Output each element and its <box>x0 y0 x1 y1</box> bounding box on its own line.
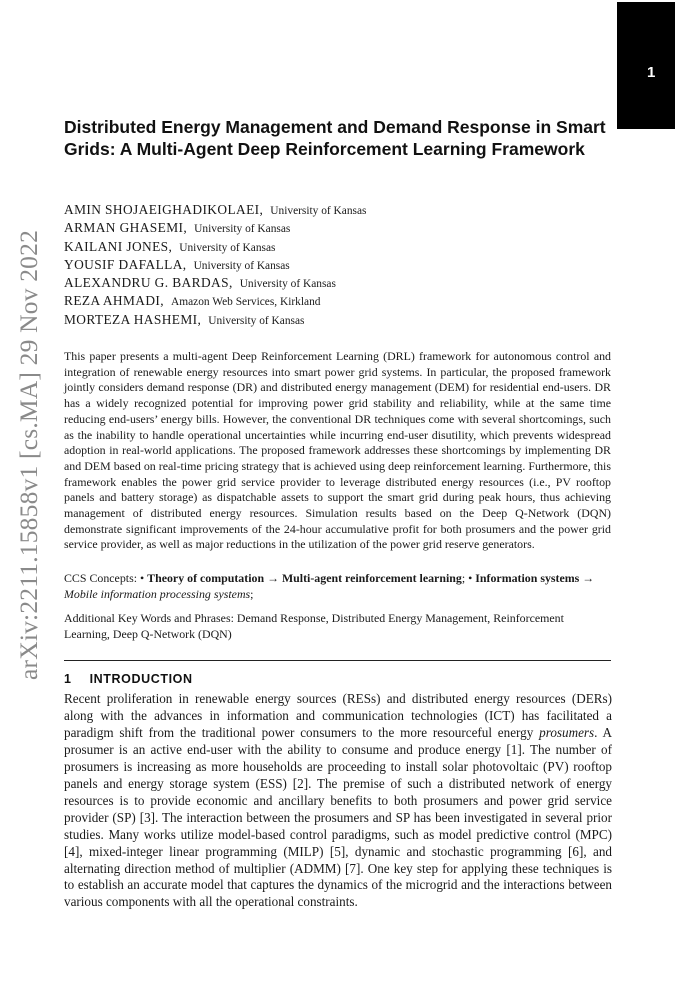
author-entry <box>64 201 366 219</box>
author-name: KAILANI JONES, <box>64 238 173 254</box>
ccs-separator: ; <box>461 571 466 585</box>
author-affiliation: University of Kansas <box>270 205 367 217</box>
keywords <box>64 611 611 642</box>
ccs-concept-main: Information systems <box>475 571 580 585</box>
ccs-arrow: → <box>267 571 279 585</box>
abstract-paragraph: This paper presents a multi-agent Deep Reinforcement Learning (DRL) framework for autonomous control and integration of renewable energy resources into smart power grid systems. In particular, the proposed framework jointly considers demand response (DR) and distributed energy management (DEM) for residential end-users. DR has a widely recognized potential for improving power grid stability and reliability, while at the same time reducing end-users’ energy bills. However, the conventional DR techniques come with several shortcomings, such as the inability to handle operational uncertainties while incurring end-user disutility, which prevents widespread adoption in real-world applications. The proposed framework addresses these shortcomings by implementing DR and DEM based on real-time pricing strategy that is achieved using deep reinforcement learning. Furthermore, this framework enables the power grid service provider to leverage distributed energy resources (i.e., PV rooftop panels and battery storage) as dispatchable assets to support the smart grid during peak hours, thus achieving management of distributed energy resources. Simulation results based on the Deep Q-Network (DQN) demonstrate significant improvements of the 24-hour accumulative profit for both prosumers and the power grid service provider, as well as major reductions in the utilization of the power grid reserve generators. <box>64 349 611 552</box>
section-title: INTRODUCTION <box>89 672 193 686</box>
ccs-arrow: → <box>582 571 595 585</box>
author-entry <box>64 274 366 292</box>
ccs-concepts <box>64 571 611 602</box>
ccs-concept-main: Theory of computation <box>147 571 265 585</box>
author-entry <box>64 219 366 237</box>
ccs-concept-sub: Mobile information processing systems <box>64 586 251 601</box>
intro-text: Recent proliferation in renewable energy sources (RESs) and distributed energy resources (DERs) along with the advances in information and communication technologies (ICT) has facilitated a paradigm shift from the traditional power consumers to the more resourceful energy <box>64 691 612 740</box>
ccs-bullet: • <box>468 571 473 585</box>
paper-title: Distributed Energy Management and Demand Response in Smart Grids: A Multi-Agent Deep Reinforcement Learning Framework <box>64 117 606 159</box>
intro-emphasis: prosumers <box>539 724 595 740</box>
author-affiliation: University of Kansas <box>239 278 336 291</box>
section-number: 1 <box>64 672 72 686</box>
page-number-tab <box>617 2 675 129</box>
author-entry <box>64 311 366 329</box>
author-affiliation: Amazon Web Services, Kirkland <box>171 296 321 309</box>
author-affiliation: University of Kansas <box>194 223 291 236</box>
section-divider <box>64 660 611 661</box>
author-affiliation: University of Kansas <box>193 259 290 272</box>
author-entry <box>64 292 366 310</box>
author-name: ARMAN GHASEMI, <box>64 220 188 236</box>
section-heading <box>64 672 193 686</box>
author-entry <box>64 256 366 274</box>
ccs-concept-sub: Multi-agent reinforcement learning <box>281 571 462 585</box>
keywords-label: Additional Key Words and Phrases: <box>64 611 234 625</box>
keywords-text: Demand Response, Distributed Energy Management, Reinforcement Learning, Deep Q-Network (DQN) <box>64 611 564 641</box>
intro-text: . A prosumer is an active end-user with the ability to consume and produce energy [1]. The number of prosumers is increasing as more households are proceeding to install solar photovoltaic (PV) rooftop panels and energy storage system (ESS) [2]. The premise of such a distributed network of energy resources is to provide economic and ancillary benefits to both prosumers and power grid service provider (SP) [3]. The interaction between the prosumers and SP has been investigated in several prior studies. Many works utilize model-based control paradigms, such as model predictive control (MPC) [4], mixed-integer linear programming (MILP) [5], dynamic and stochastic programming [6], and alternating direction method of multiplier (ADMM) [7]. One key step for applying these techniques is to establish an accurate model that captures the dynamics of the microgrid and the interactions between various components with all the operational constraints. <box>64 724 612 910</box>
author-name: YOUSIF DAFALLA, <box>64 256 187 272</box>
author-name: ALEXANDRU G. BARDAS, <box>64 275 233 291</box>
ccs-bullet: • <box>140 571 145 585</box>
author-affiliation: University of Kansas <box>208 314 305 327</box>
author-affiliation: University of Kansas <box>179 241 276 254</box>
author-name: MORTEZA HASHEMI, <box>64 311 202 327</box>
author-list <box>64 201 366 329</box>
author-name: REZA AHMADI, <box>64 293 165 309</box>
introduction-paragraph <box>64 691 612 911</box>
author-entry <box>64 238 366 256</box>
ccs-label: CCS Concepts: <box>64 571 138 585</box>
ccs-end: ; <box>250 586 254 601</box>
page-number: 1 <box>647 64 656 81</box>
arxiv-identifier-stamp[interactable]: arXiv:2211.15858v1 [cs.MA] 29 Nov 2022 <box>14 229 43 680</box>
author-name: AMIN SHOJAEIGHADIKOLAEI, <box>64 202 264 217</box>
